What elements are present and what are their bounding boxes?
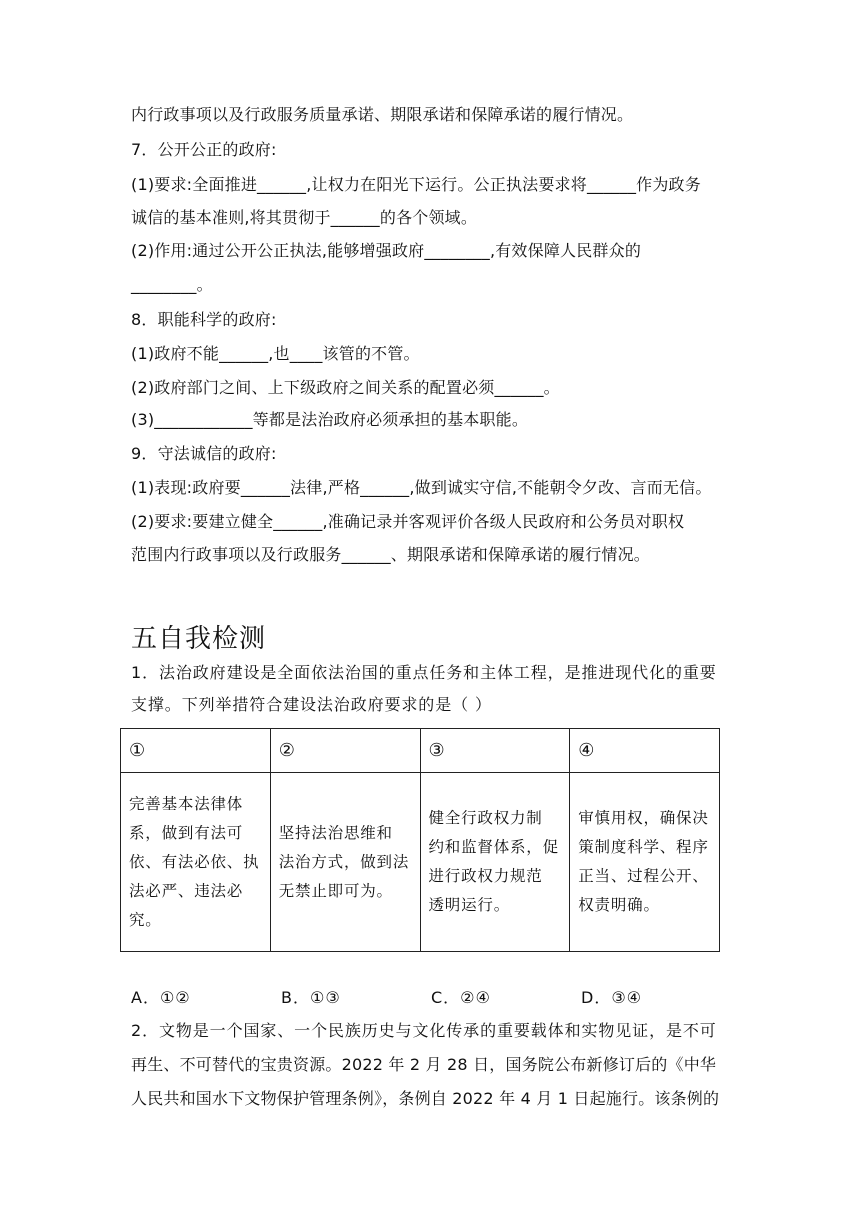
- intro-line: 范围内行政事项以及行政服务______、期限承诺和保障承诺的履行情况。: [131, 545, 651, 564]
- cell-line: 法必严、违法必: [129, 881, 244, 900]
- table-row: [121, 773, 720, 952]
- item-heading-7: 7．公开公正的政府:: [131, 140, 277, 159]
- cell-line: 进行政权力规范: [428, 867, 543, 885]
- option-b[interactable]: B．①③: [281, 988, 341, 1007]
- table-cell: [570, 773, 720, 952]
- table-header-cell: ④: [570, 729, 720, 773]
- question-1-options: [0, 985, 860, 1009]
- cell-line: 完善基本法律体: [129, 794, 244, 813]
- cell-line: 系，做到有法可: [129, 823, 244, 842]
- intro-line: (2)要求:要建立健全______,准确记录并客观评价各级人民政府和公务员对职权: [131, 512, 685, 531]
- question-1-stem: 1．法治政府建设是全面依法治国的重点任务和主体工程，是推进现代化的重要: [131, 663, 717, 682]
- cell-line: 无禁止即可为。: [278, 881, 393, 900]
- table-cell: [420, 773, 570, 952]
- table-cell: [121, 773, 271, 952]
- option-c[interactable]: C．②④: [431, 988, 491, 1007]
- intro-line: (1)表现:政府要______法律,严格______,做到诚实守信,不能朝令夕改、言而无信。: [131, 478, 712, 497]
- item-heading-9: 9．守法诚信的政府:: [131, 444, 277, 463]
- cell-line: 坚持法治思维和: [278, 823, 393, 842]
- cell-line: 透明运行。: [428, 896, 511, 914]
- intro-line: 诚信的基本准则,将其贯彻于______的各个领域。: [131, 208, 478, 227]
- question-1-table: [120, 728, 720, 952]
- question-2-stem: 2．文物是一个国家、一个民族历史与文化传承的重要载体和实物见证，是不可: [131, 1021, 717, 1040]
- cell-line: 审慎用权，确保决: [578, 809, 709, 827]
- intro-line: (2)政府部门之间、上下级政府之间关系的配置必须______。: [131, 378, 560, 397]
- intro-line: ________。: [131, 275, 213, 294]
- cell-line: 正当、过程公开、: [578, 867, 709, 885]
- cell-line: 法治方式，做到法: [278, 852, 410, 871]
- cell-line: 策制度科学、程序: [578, 838, 709, 856]
- table-header-cell: ①: [121, 729, 271, 773]
- intro-line: (2)作用:通过公开公正执法,能够增强政府________,有效保障人民群众的: [131, 241, 642, 260]
- intro-line: 内行政事项以及行政服务质量承诺、期限承诺和保障承诺的履行情况。: [131, 105, 634, 124]
- cell-line: 究。: [129, 910, 162, 929]
- intro-line: (1)要求:全面推进______,让权力在阳光下运行。公正执法要求将______作为政务: [131, 175, 701, 194]
- table-header-cell: ③: [420, 729, 570, 773]
- item-heading-8: 8．职能科学的政府:: [131, 310, 277, 329]
- cell-line: 健全行政权力制: [428, 809, 543, 827]
- section-heading: 五自我检测: [131, 624, 267, 654]
- intro-line: (1)政府不能______,也____该管的不管。: [131, 344, 420, 363]
- table-cell: [270, 773, 420, 952]
- option-d[interactable]: D．③④: [581, 988, 643, 1007]
- cell-line: 依、有法必依、执: [129, 852, 260, 871]
- question-1-stem: 支撑。下列举措符合建设法治政府要求的是（ ）: [131, 695, 492, 714]
- question-2-stem: 人民共和国水下文物保护管理条例》，条例自 2022 年 4 月 1 日起施行。该条例的: [131, 1089, 720, 1108]
- table-header-row: [121, 729, 720, 773]
- cell-line: 约和监督体系，促: [428, 838, 559, 856]
- table-header-cell: ②: [270, 729, 420, 773]
- question-2-stem: 再生、不可替代的宝贵资源。2022 年 2 月 28 日，国务院公布新修订后的《中华: [131, 1055, 717, 1074]
- intro-line: (3)____________等都是法治政府必须承担的基本职能。: [131, 410, 529, 429]
- cell-line: 权责明确。: [578, 896, 660, 914]
- option-a[interactable]: A．①②: [131, 988, 191, 1007]
